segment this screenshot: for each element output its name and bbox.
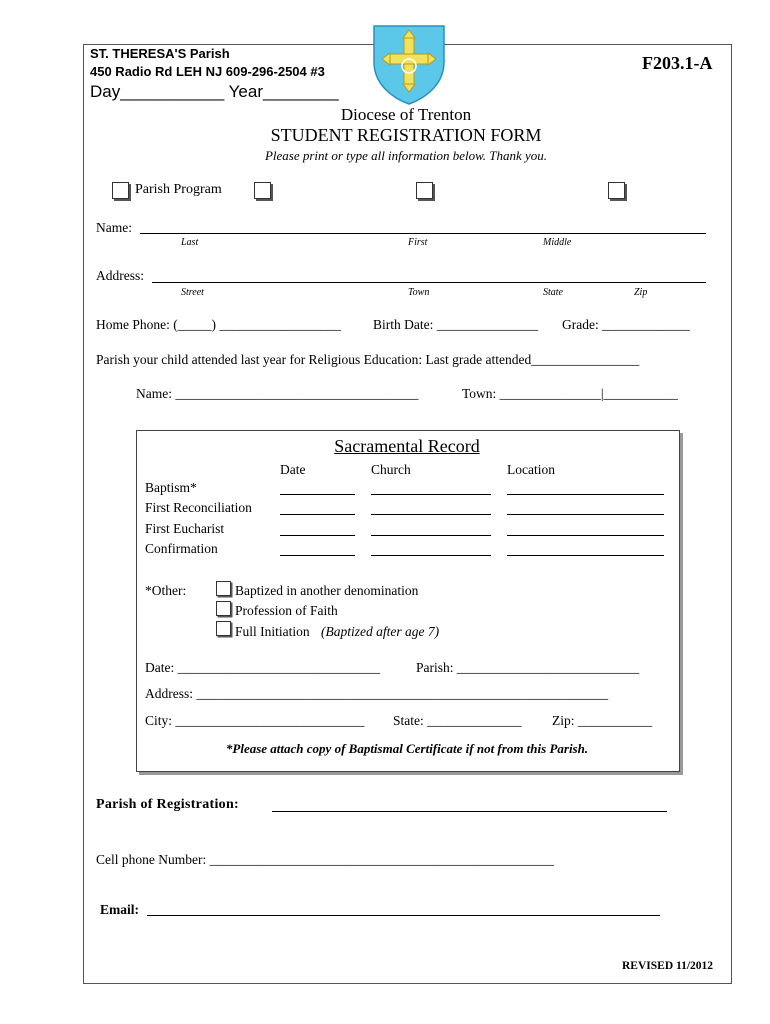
parish-registration-label: Parish of Registration: bbox=[96, 797, 239, 812]
program-option-4-checkbox[interactable] bbox=[608, 182, 625, 199]
full-initiation-checkbox[interactable] bbox=[216, 621, 231, 636]
address-label: Address: bbox=[96, 268, 144, 283]
sacramental-title: Sacramental Record bbox=[334, 436, 480, 456]
birth-date-field[interactable]: Birth Date: _______________ bbox=[373, 317, 538, 332]
parish-name: ST. THERESA'S Parish bbox=[90, 46, 230, 61]
baptism-church-line[interactable] bbox=[371, 494, 491, 495]
row-first-eucharist: First Eucharist bbox=[145, 521, 225, 536]
name-sub-last: Last bbox=[181, 237, 199, 248]
profession-of-faith-checkbox[interactable] bbox=[216, 601, 231, 616]
program-option-2-checkbox[interactable] bbox=[254, 182, 271, 199]
prior-parish-name-field[interactable]: Name: ____________________________________ bbox=[136, 386, 419, 401]
prior-parish-town-field[interactable]: Town: _______________|___________ bbox=[462, 386, 678, 401]
full-initiation-label: Full Initiation bbox=[235, 624, 310, 639]
parish-program-checkbox[interactable] bbox=[112, 182, 129, 199]
reconciliation-date-line[interactable] bbox=[280, 514, 355, 515]
diocese-seal-icon bbox=[370, 22, 448, 106]
address-sub-zip: Zip bbox=[634, 287, 648, 298]
parish-address: 450 Radio Rd LEH NJ 609-296-2504 #3 bbox=[90, 64, 325, 79]
other-denomination-checkbox[interactable] bbox=[216, 581, 231, 596]
other-denomination-label: Baptized in another denomination bbox=[235, 583, 419, 598]
baptismal-certificate-note: *Please attach copy of Baptismal Certificate if not from this Parish. bbox=[225, 741, 589, 756]
email-label: Email: bbox=[100, 902, 139, 917]
other-city-field[interactable]: City: ____________________________ bbox=[145, 713, 365, 728]
col-church: Church bbox=[371, 462, 411, 477]
parish-registration-line[interactable] bbox=[272, 811, 667, 812]
other-zip-field[interactable]: Zip: ___________ bbox=[552, 713, 653, 728]
eucharist-church-line[interactable] bbox=[371, 535, 491, 536]
other-address-field[interactable]: Address: _____________________________________________________________ bbox=[145, 686, 609, 701]
form-code: F203.1-A bbox=[642, 53, 713, 73]
row-confirmation: Confirmation bbox=[145, 541, 218, 556]
row-first-reconciliation: First Reconciliation bbox=[145, 500, 252, 515]
baptism-date-line[interactable] bbox=[280, 494, 355, 495]
name-label: Name: bbox=[96, 220, 132, 235]
address-sub-town: Town bbox=[408, 287, 430, 298]
reconciliation-location-line[interactable] bbox=[507, 514, 664, 515]
col-date: Date bbox=[280, 462, 306, 477]
col-location: Location bbox=[507, 462, 555, 477]
address-sub-state: State bbox=[543, 287, 563, 298]
confirmation-church-line[interactable] bbox=[371, 555, 491, 556]
eucharist-location-line[interactable] bbox=[507, 535, 664, 536]
day-year-field[interactable]: Day___________ Year________ bbox=[90, 82, 339, 101]
grade-field[interactable]: Grade: _____________ bbox=[562, 317, 690, 332]
row-baptism: Baptism* bbox=[145, 480, 197, 495]
other-parish-field[interactable]: Parish: ___________________________ bbox=[416, 660, 640, 675]
name-line[interactable] bbox=[140, 233, 706, 234]
confirmation-location-line[interactable] bbox=[507, 555, 664, 556]
name-sub-first: First bbox=[408, 237, 428, 248]
other-state-field[interactable]: State: ______________ bbox=[393, 713, 522, 728]
name-sub-middle: Middle bbox=[543, 237, 572, 248]
home-phone-field[interactable]: Home Phone: (_____) __________________ bbox=[96, 317, 341, 332]
eucharist-date-line[interactable] bbox=[280, 535, 355, 536]
other-date-field[interactable]: Date: ______________________________ bbox=[145, 660, 381, 675]
profession-of-faith-label: Profession of Faith bbox=[235, 603, 338, 618]
form-title: STUDENT REGISTRATION FORM bbox=[270, 125, 542, 145]
address-sub-street: Street bbox=[181, 287, 204, 298]
form-instruction: Please print or type all information below. Thank you. bbox=[264, 148, 548, 163]
email-line[interactable] bbox=[147, 915, 660, 916]
cell-phone-field[interactable]: Cell phone Number: ___________________________________________________ bbox=[96, 852, 554, 867]
prior-parish-question[interactable]: Parish your child attended last year for Religious Education: Last grade attended________________ bbox=[96, 352, 640, 367]
parish-program-label: Parish Program bbox=[135, 182, 222, 197]
baptism-location-line[interactable] bbox=[507, 494, 664, 495]
program-option-3-checkbox[interactable] bbox=[416, 182, 433, 199]
other-label: *Other: bbox=[145, 583, 187, 598]
address-line[interactable] bbox=[152, 282, 706, 283]
reconciliation-church-line[interactable] bbox=[371, 514, 491, 515]
diocese-title: Diocese of Trenton bbox=[340, 105, 472, 124]
revised-date: REVISED 11/2012 bbox=[622, 960, 714, 972]
confirmation-date-line[interactable] bbox=[280, 555, 355, 556]
full-initiation-note: (Baptized after age 7) bbox=[321, 624, 440, 639]
